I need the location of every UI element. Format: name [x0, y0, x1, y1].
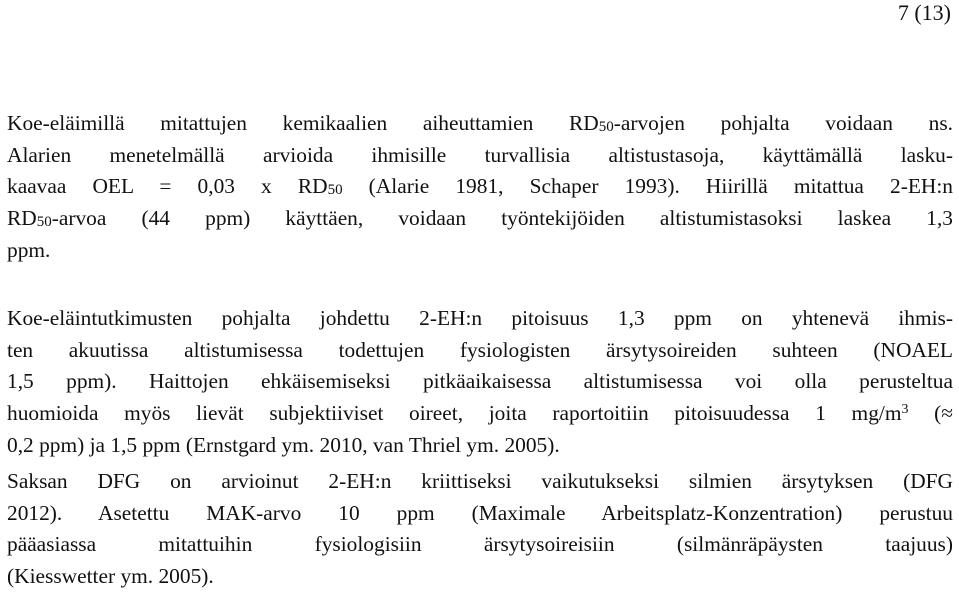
text-line [7, 171, 953, 203]
text-line [7, 140, 953, 172]
text-segment: Alarien menetelmällä arvioida ihmisille turvallisia altistustasoja, käyttämällä lasku- [7, 142, 953, 167]
text-line: 1,5 ppm). Haittojen ehkäisemiseksi pitkäaikaisessa altistumisessa voi olla perusteltua [7, 369, 953, 394]
text-segment: kaavaa OEL = 0,03 x RD [7, 174, 328, 199]
text-line: 2012). Asetettu MAK-arvo 10 ppm (Maximale Arbeitsplatz-Konzentration) perustuu [7, 500, 953, 525]
text-segment: ppm. [7, 237, 51, 262]
text-line: pääasiassa mitattuihin fysiologisiin ärsytysoireisiin (silmänräpäysten taajuus) [7, 532, 953, 557]
text-segment: huomioida myös lievät subjektiiviset oireet, joita raportoitiin pitoisuudessa 1 mg/m [7, 401, 902, 426]
text-segment: Koe-eläimillä mitattujen kemikaalien aiheuttamien RD [7, 111, 599, 135]
subscript: 50 [327, 182, 343, 199]
text-line: (Kiesswetter ym. 2005). [7, 564, 214, 589]
paragraph-rd50-method [7, 108, 953, 266]
text-segment: (Alarie 1981, Schaper 1993). Hiirillä mitattua 2-EH:n [342, 174, 953, 199]
text-segment: (≈ [908, 401, 953, 426]
text-segment: -arvoa (44 ppm) käyttäen, voidaan työntekijöiden altistumistasoksi laskea 1,3 [51, 206, 953, 231]
text-line [7, 108, 953, 140]
text-line [7, 203, 953, 235]
text-line [7, 398, 953, 430]
text-line: ten akuutissa altistumisessa todettujen fysiologisten ärsytysoireiden suhteen (NOAEL [7, 337, 953, 362]
paragraph-dfg-mak [7, 466, 953, 593]
text-line: Saksan DFG on arvioinut 2-EH:n kriittiseksi vaikutukseksi silmien ärsytyksen (DFG [7, 469, 953, 493]
text-line: 0,2 ppm) ja 1,5 ppm (Ernstgard ym. 2010, van Thriel ym. 2005). [7, 432, 560, 457]
subscript: 50 [36, 214, 52, 231]
page-number: 7 (13) [897, 0, 951, 25]
text-line: Koe-eläintutkimusten pohjalta johdettu 2-EH:n pitoisuus 1,3 ppm on yhtenevä ihmis- [7, 306, 953, 330]
text-line [7, 235, 953, 267]
text-segment: RD [7, 206, 37, 231]
paragraph-human-exposure [7, 303, 953, 461]
subscript: 50 [598, 119, 614, 135]
text-segment: -arvojen pohjalta voidaan ns. [613, 111, 953, 135]
superscript: 3 [901, 402, 909, 418]
